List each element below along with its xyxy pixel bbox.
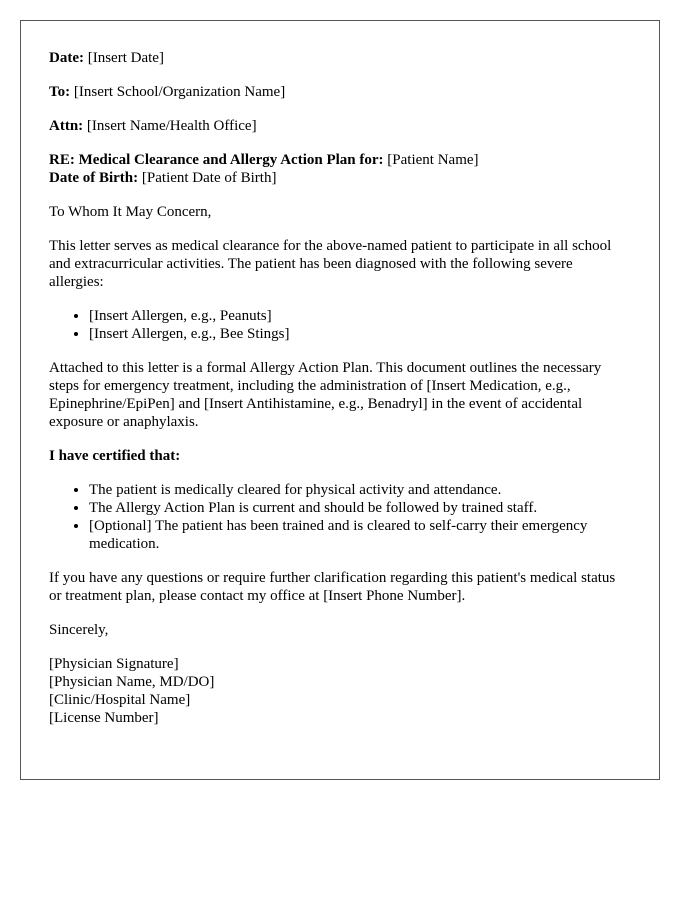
intro-paragraph: This letter serves as medical clearance for the above-named patient to participate in all school and extracurricular activities. The patient has been diagnosed with the following severe allergies: <box>49 238 612 290</box>
date-label: Date: <box>49 50 84 66</box>
subject-block <box>49 151 631 187</box>
physician-signature: [Physician Signature] <box>49 656 179 672</box>
dob-value: [Patient Date of Birth] <box>141 170 277 186</box>
action-plan-paragraph: Attached to this letter is a formal Allergy Action Plan. This document outlines the necessary steps for emergency treatment, including the administration of [Insert Medication, e.g., Epinephrine/EpiPen] and [Insert Antihistamine, e.g., Benadryl] in the event of accidental exposure or anaphylaxis. <box>49 360 602 430</box>
certification-item: • The Allergy Action Plan is current and should be followed by trained staff. <box>89 499 631 517</box>
to-line <box>49 83 631 101</box>
letter-document <box>20 20 660 780</box>
allergen-item: • [Insert Allergen, e.g., Bee Stings] <box>89 325 631 343</box>
date-value: [Insert Date] <box>87 50 164 66</box>
certification-list <box>49 481 631 553</box>
to-value: [Insert School/Organization Name] <box>73 84 286 100</box>
allergen-item: • [Insert Allergen, e.g., Peanuts] <box>89 307 631 325</box>
signature-block <box>49 655 631 727</box>
contact-paragraph: If you have any questions or require further clarification regarding this patient's medical status or treatment plan, please contact my office at [Insert Phone Number]. <box>49 570 616 604</box>
to-label: To: <box>49 84 71 100</box>
certification-item: • [Optional] The patient has been trained and is cleared to self-carry their emergency medication. <box>89 517 631 553</box>
date-line <box>49 49 631 67</box>
license-number: [License Number] <box>49 710 159 726</box>
attn-line <box>49 117 631 135</box>
re-value: [Patient Name] <box>387 152 479 168</box>
attn-label: Attn: <box>49 118 84 134</box>
salutation: To Whom It May Concern, <box>49 204 212 220</box>
certified-heading: I have certified that: <box>49 448 181 464</box>
re-line <box>49 151 631 169</box>
dob-label: Date of Birth: <box>49 170 139 186</box>
certification-item: • The patient is medically cleared for physical activity and attendance. <box>89 481 631 499</box>
clinic-name: [Clinic/Hospital Name] <box>49 692 191 708</box>
re-label: RE: Medical Clearance and Allergy Action Plan for: <box>49 152 384 168</box>
dob-line <box>49 169 631 187</box>
attn-value: [Insert Name/Health Office] <box>86 118 257 134</box>
physician-name: [Physician Name, MD/DO] <box>49 674 215 690</box>
allergen-list <box>49 307 631 343</box>
sign-off: Sincerely, <box>49 622 109 638</box>
